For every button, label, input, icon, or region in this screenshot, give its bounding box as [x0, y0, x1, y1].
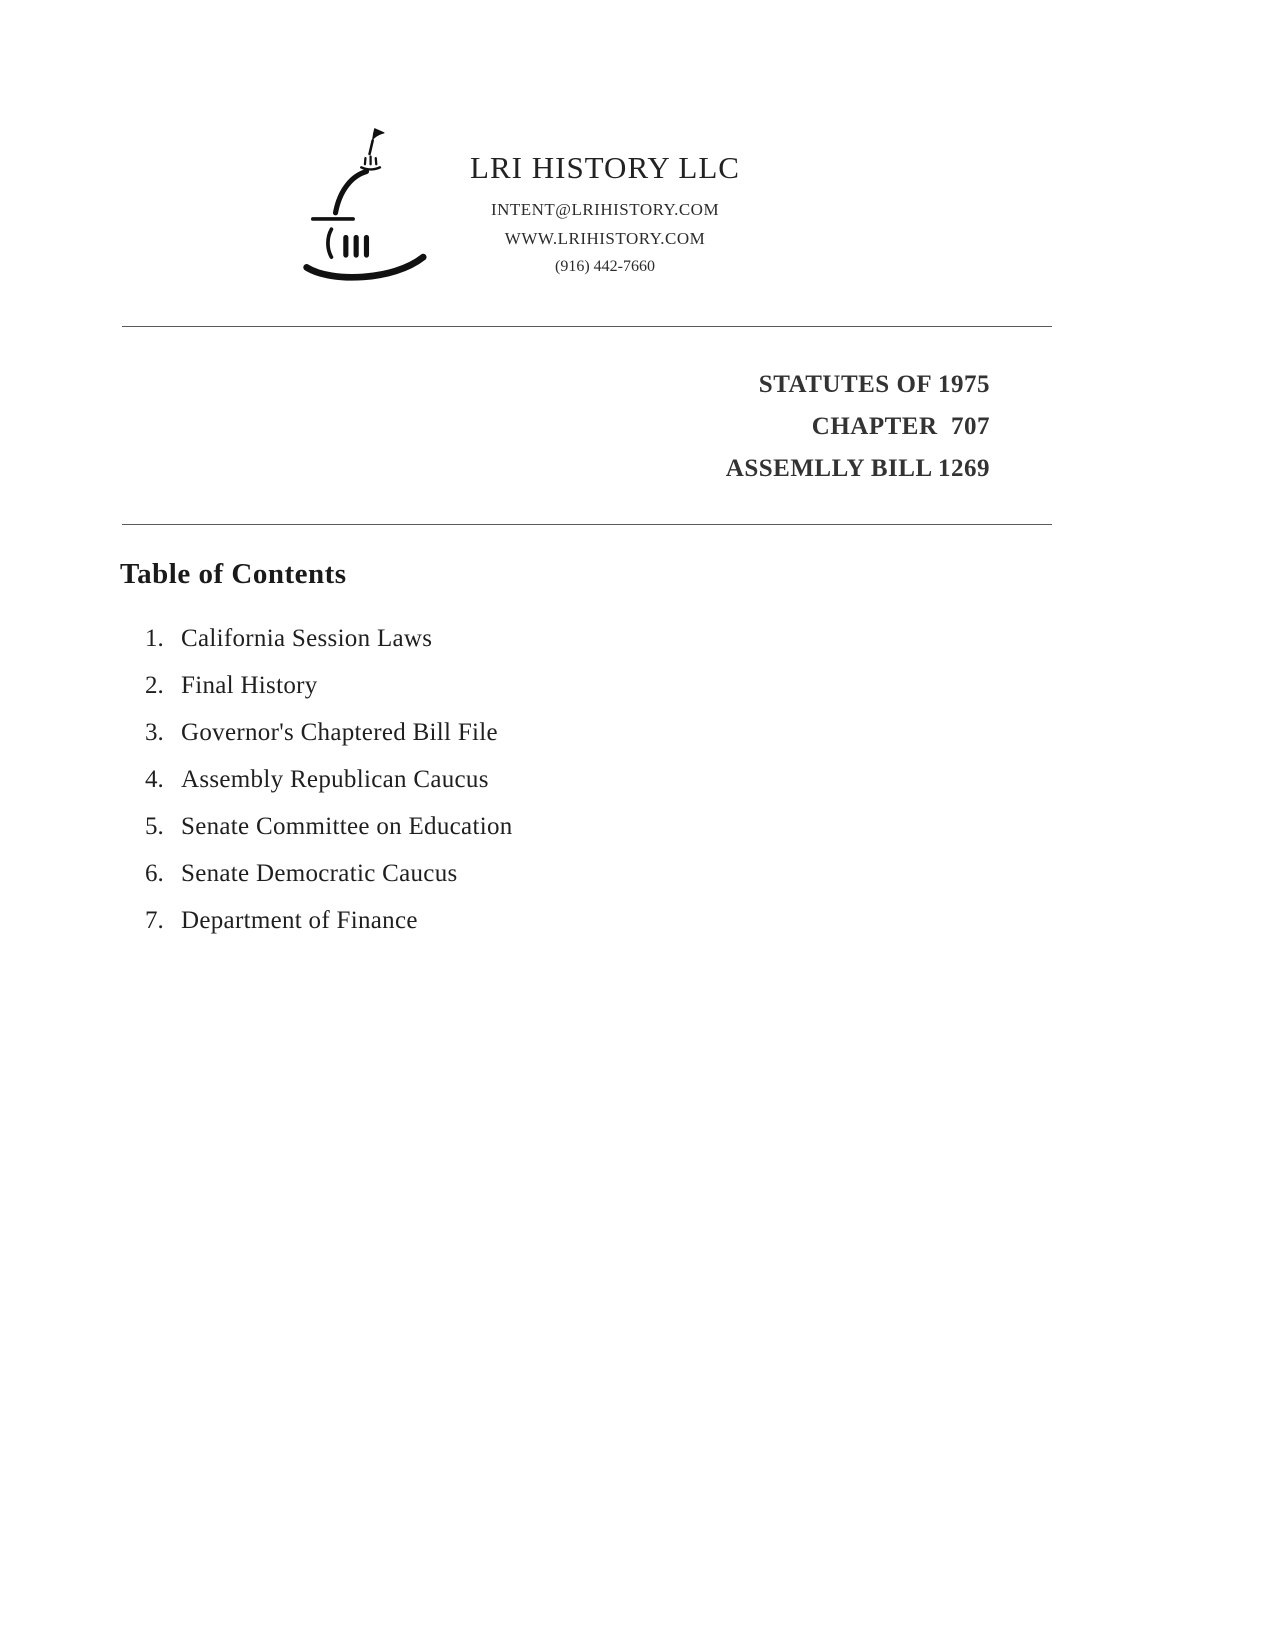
toc-item	[145, 812, 513, 841]
toc-item-label: Final History	[181, 672, 318, 699]
toc-item-number: 3.	[145, 719, 164, 746]
toc-item-number: 6.	[145, 860, 164, 887]
company-phone: (916) 442-7660	[555, 258, 655, 275]
toc-item-number: 5.	[145, 813, 164, 840]
divider-bottom	[122, 524, 1052, 525]
company-email: INTENT@LRIHISTORY.COM	[490, 200, 720, 219]
toc-item	[145, 624, 513, 653]
toc-item-number: 4.	[145, 766, 164, 793]
divider-top	[122, 326, 1052, 327]
toc-item-label: Assembly Republican Caucus	[181, 766, 489, 793]
capitol-dome-logo-icon	[295, 122, 440, 287]
toc-item-number: 7.	[145, 907, 164, 934]
toc-heading: Table of Contents	[120, 558, 347, 590]
statute-title-block	[726, 364, 990, 490]
toc-item-label: Department of Finance	[181, 907, 418, 934]
toc-item-label: California Session Laws	[181, 625, 433, 652]
toc-item-label: Governor's Chaptered Bill File	[181, 719, 498, 746]
toc-item	[145, 765, 513, 794]
chapter-line: CHAPTER 707	[811, 413, 990, 440]
toc-list	[145, 624, 513, 953]
toc-item-number: 2.	[145, 672, 164, 699]
toc-item	[145, 718, 513, 747]
assembly-bill-line: ASSEMLLY BILL 1269	[725, 455, 990, 482]
company-website: WWW.LRIHISTORY.COM	[504, 229, 706, 248]
toc-item-label: Senate Committee on Education	[181, 813, 513, 840]
toc-item	[145, 906, 513, 935]
toc-item	[145, 859, 513, 888]
company-name: LRI HISTORY LLC	[470, 150, 740, 185]
toc-item	[145, 671, 513, 700]
letterhead	[440, 150, 770, 276]
toc-item-number: 1.	[145, 625, 164, 652]
statutes-year-line: STATUTES OF 1975	[758, 371, 990, 398]
toc-item-label: Senate Democratic Caucus	[181, 860, 458, 887]
